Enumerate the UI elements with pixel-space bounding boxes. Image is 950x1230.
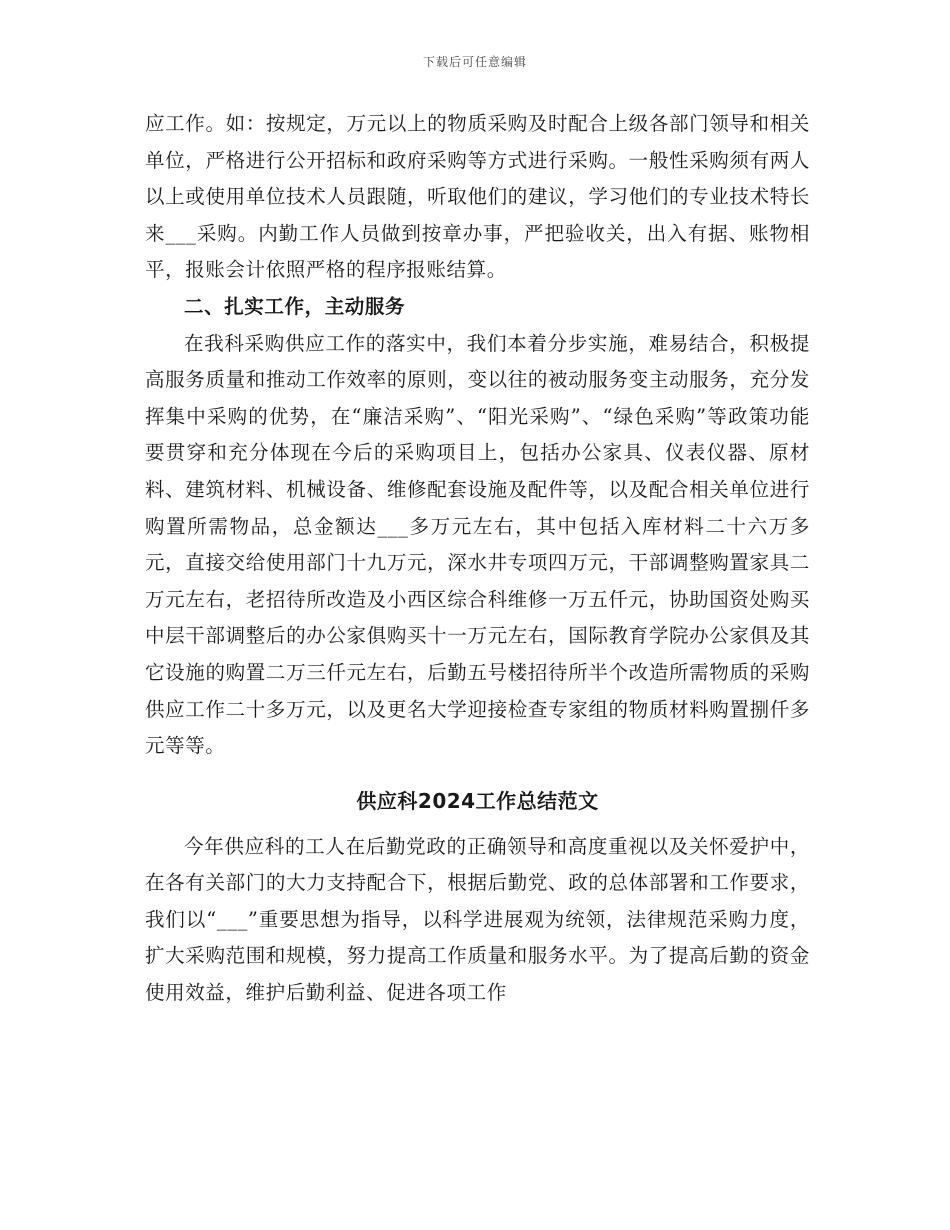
section-heading: 二、扎实工作，主动服务: [184, 294, 406, 318]
document-body: [145, 106, 810, 1012]
paragraph-procurement: 在我科采购供应工作的落实中，我们本着分步实施，难易结合，积极提高服务质量和推动工作效率的原则，变以往的被动服务变主动服务，充分发挥集中采购的优势，在“廉洁采购”、“阳光采购”、“绿色采购”等政策功能要贯穿和充分体现在今后的采购项目上，包括办公家具、仪表仪器、原材料、建筑材料、机械设备、维修配套设施及配件等，以及配合相关单位进行购置所需物品，总金额达___多万元左右，其中包括入库材料二十六万多元，直接交给使用部门十九万元，深水井专项四万元，干部调整购置家具二万元左右，老招待所改造及小西区综合科维修一万五仟元，协助国资处购买中层干部调整后的办公家俱购买十一万元左右，国际教育学院办公家俱及其它设施的购置二万三仟元左右，后勤五号楼招待所半个改造所需物质的采购供应工作二十多万元，以及更名大学迎接检查专家组的物质材料购置捌仟多元等等。: [145, 331, 810, 758]
document-title: 供应科2024工作总结范文: [356, 788, 599, 813]
paragraph-intro: 今年供应科的工人在后勤党政的正确领导和高度重视以及关怀爱护中，在各有关部门的大力支持配合下，根据后勤党、政的总体部署和工作要求，我们以“___”重要思想为指导，以科学进展观为统领，法律规范采购力度，扩大采购范围和规模，努力提高工作质量和服务水平。为了提高后勤的资金使用效益，维护后勤利益、促进各项工作: [145, 834, 810, 1005]
paragraph-continuation: 应工作。如：按规定，万元以上的物质采购及时配合上级各部门领导和相关单位，严格进行公开招标和政府采购等方式进行采购。一般性采购须有两人以上或使用单位技术人员跟随，听取他们的建议，学习他们的专业技术特长来___采购。内勤工作人员做到按章办事，严把验收关，出入有据、账物相平，报账会计依照严格的程序报账结算。: [145, 112, 810, 282]
header-note: 下载后可任意编辑: [422, 55, 527, 69]
